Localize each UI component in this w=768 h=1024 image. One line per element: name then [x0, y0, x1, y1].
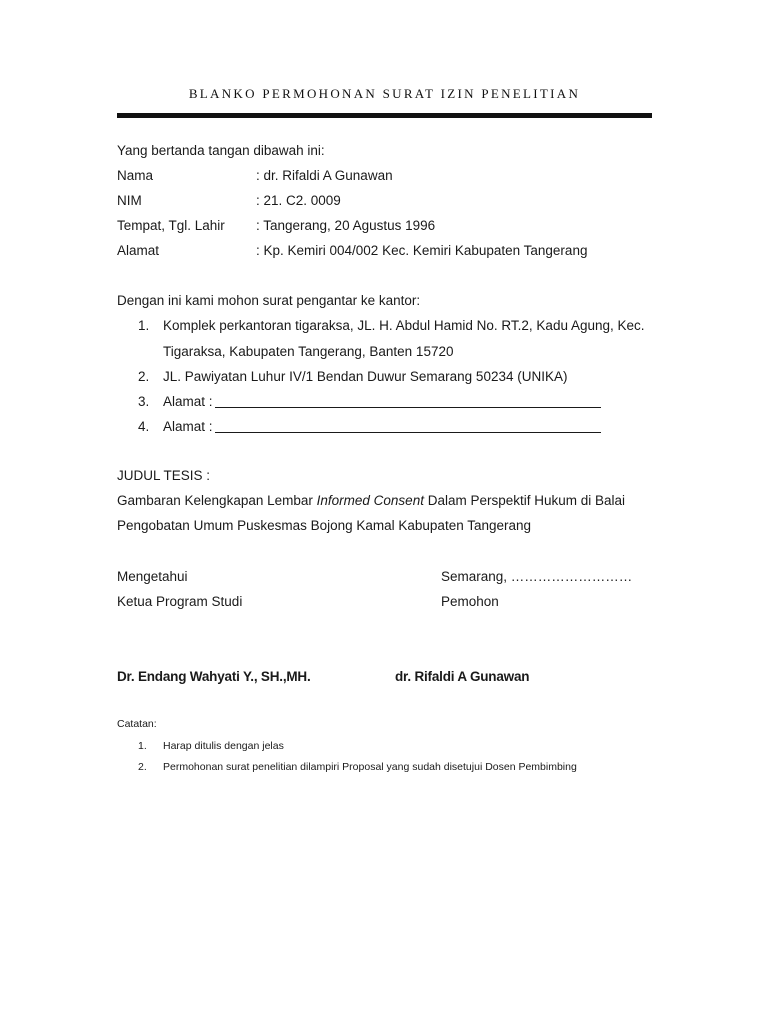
destination-num-3: 3.	[138, 394, 150, 409]
field-label-alamat: Alamat	[117, 243, 160, 258]
field-value-nim: : 21. C2. 0009	[256, 193, 341, 208]
thesis-heading: JUDUL TESIS :	[117, 468, 211, 483]
signer-name-left: Dr. Endang Wahyati Y., SH.,MH.	[117, 669, 311, 684]
blank-line-3	[215, 407, 601, 408]
thesis-text-before: Gambaran Kelengkapan Lembar	[117, 493, 317, 508]
destination-num-2: 2.	[138, 369, 150, 384]
field-value-nama: : dr. Rifaldi A Gunawan	[256, 168, 393, 183]
applicant-label: Pemohon	[441, 594, 499, 609]
acknowledged-label: Mengetahui	[117, 569, 188, 584]
field-label-nama: Nama	[117, 168, 154, 183]
note-num-2: 2.	[138, 761, 147, 773]
field-label-nim: NIM	[117, 193, 142, 208]
field-value-ttl: : Tangerang, 20 Agustus 1996	[256, 218, 436, 233]
destination-line-1a: Komplek perkantoran tigaraksa, JL. H. Abdul Hamid No. RT.2, Kadu Agung, Kec.	[163, 318, 645, 333]
notes-heading: Catatan:	[117, 718, 157, 730]
note-num-1: 1.	[138, 740, 147, 752]
signer-name-right: dr. Rifaldi A Gunawan	[395, 669, 530, 684]
thesis-text-after: Dalam Perspektif Hukum di Balai	[423, 493, 626, 508]
destination-line-2: JL. Pawiyatan Luhur IV/1 Bendan Duwur Semarang 50234 (UNIKA)	[163, 369, 568, 384]
field-label-ttl: Tempat, Tgl. Lahir	[117, 218, 225, 233]
blank-line-4	[215, 432, 601, 433]
destination-label-4: Alamat :	[163, 419, 213, 434]
note-text-2: Permohonan surat penelitian dilampiri Proposal yang sudah disetujui Dosen Pembimbing	[163, 761, 577, 773]
thesis-title-line-2: Pengobatan Umum Puskesmas Bojong Kamal Kabupaten Tangerang	[117, 518, 532, 533]
thesis-title-line-1	[117, 493, 625, 509]
document-title: BLANKO PERMOHONAN SURAT IZIN PENELITIAN	[188, 86, 581, 101]
note-text-1: Harap ditulis dengan jelas	[163, 740, 284, 752]
destination-label-3: Alamat :	[163, 394, 213, 409]
field-value-alamat: : Kp. Kemiri 004/002 Kec. Kemiri Kabupaten Tangerang	[256, 243, 588, 258]
title-rule	[117, 113, 652, 118]
place-date-label: Semarang, ………………………	[441, 569, 633, 584]
destination-num-4: 4.	[138, 419, 150, 434]
destination-num-1: 1.	[138, 318, 150, 333]
thesis-text-italic: Informed Consent	[316, 493, 424, 508]
request-intro: Dengan ini kami mohon surat pengantar ke kantor:	[117, 293, 421, 308]
program-head-label: Ketua Program Studi	[117, 594, 243, 609]
destination-line-1b: Tigaraksa, Kabupaten Tangerang, Banten 15720	[163, 344, 454, 359]
intro-text: Yang bertanda tangan dibawah ini:	[117, 143, 325, 158]
